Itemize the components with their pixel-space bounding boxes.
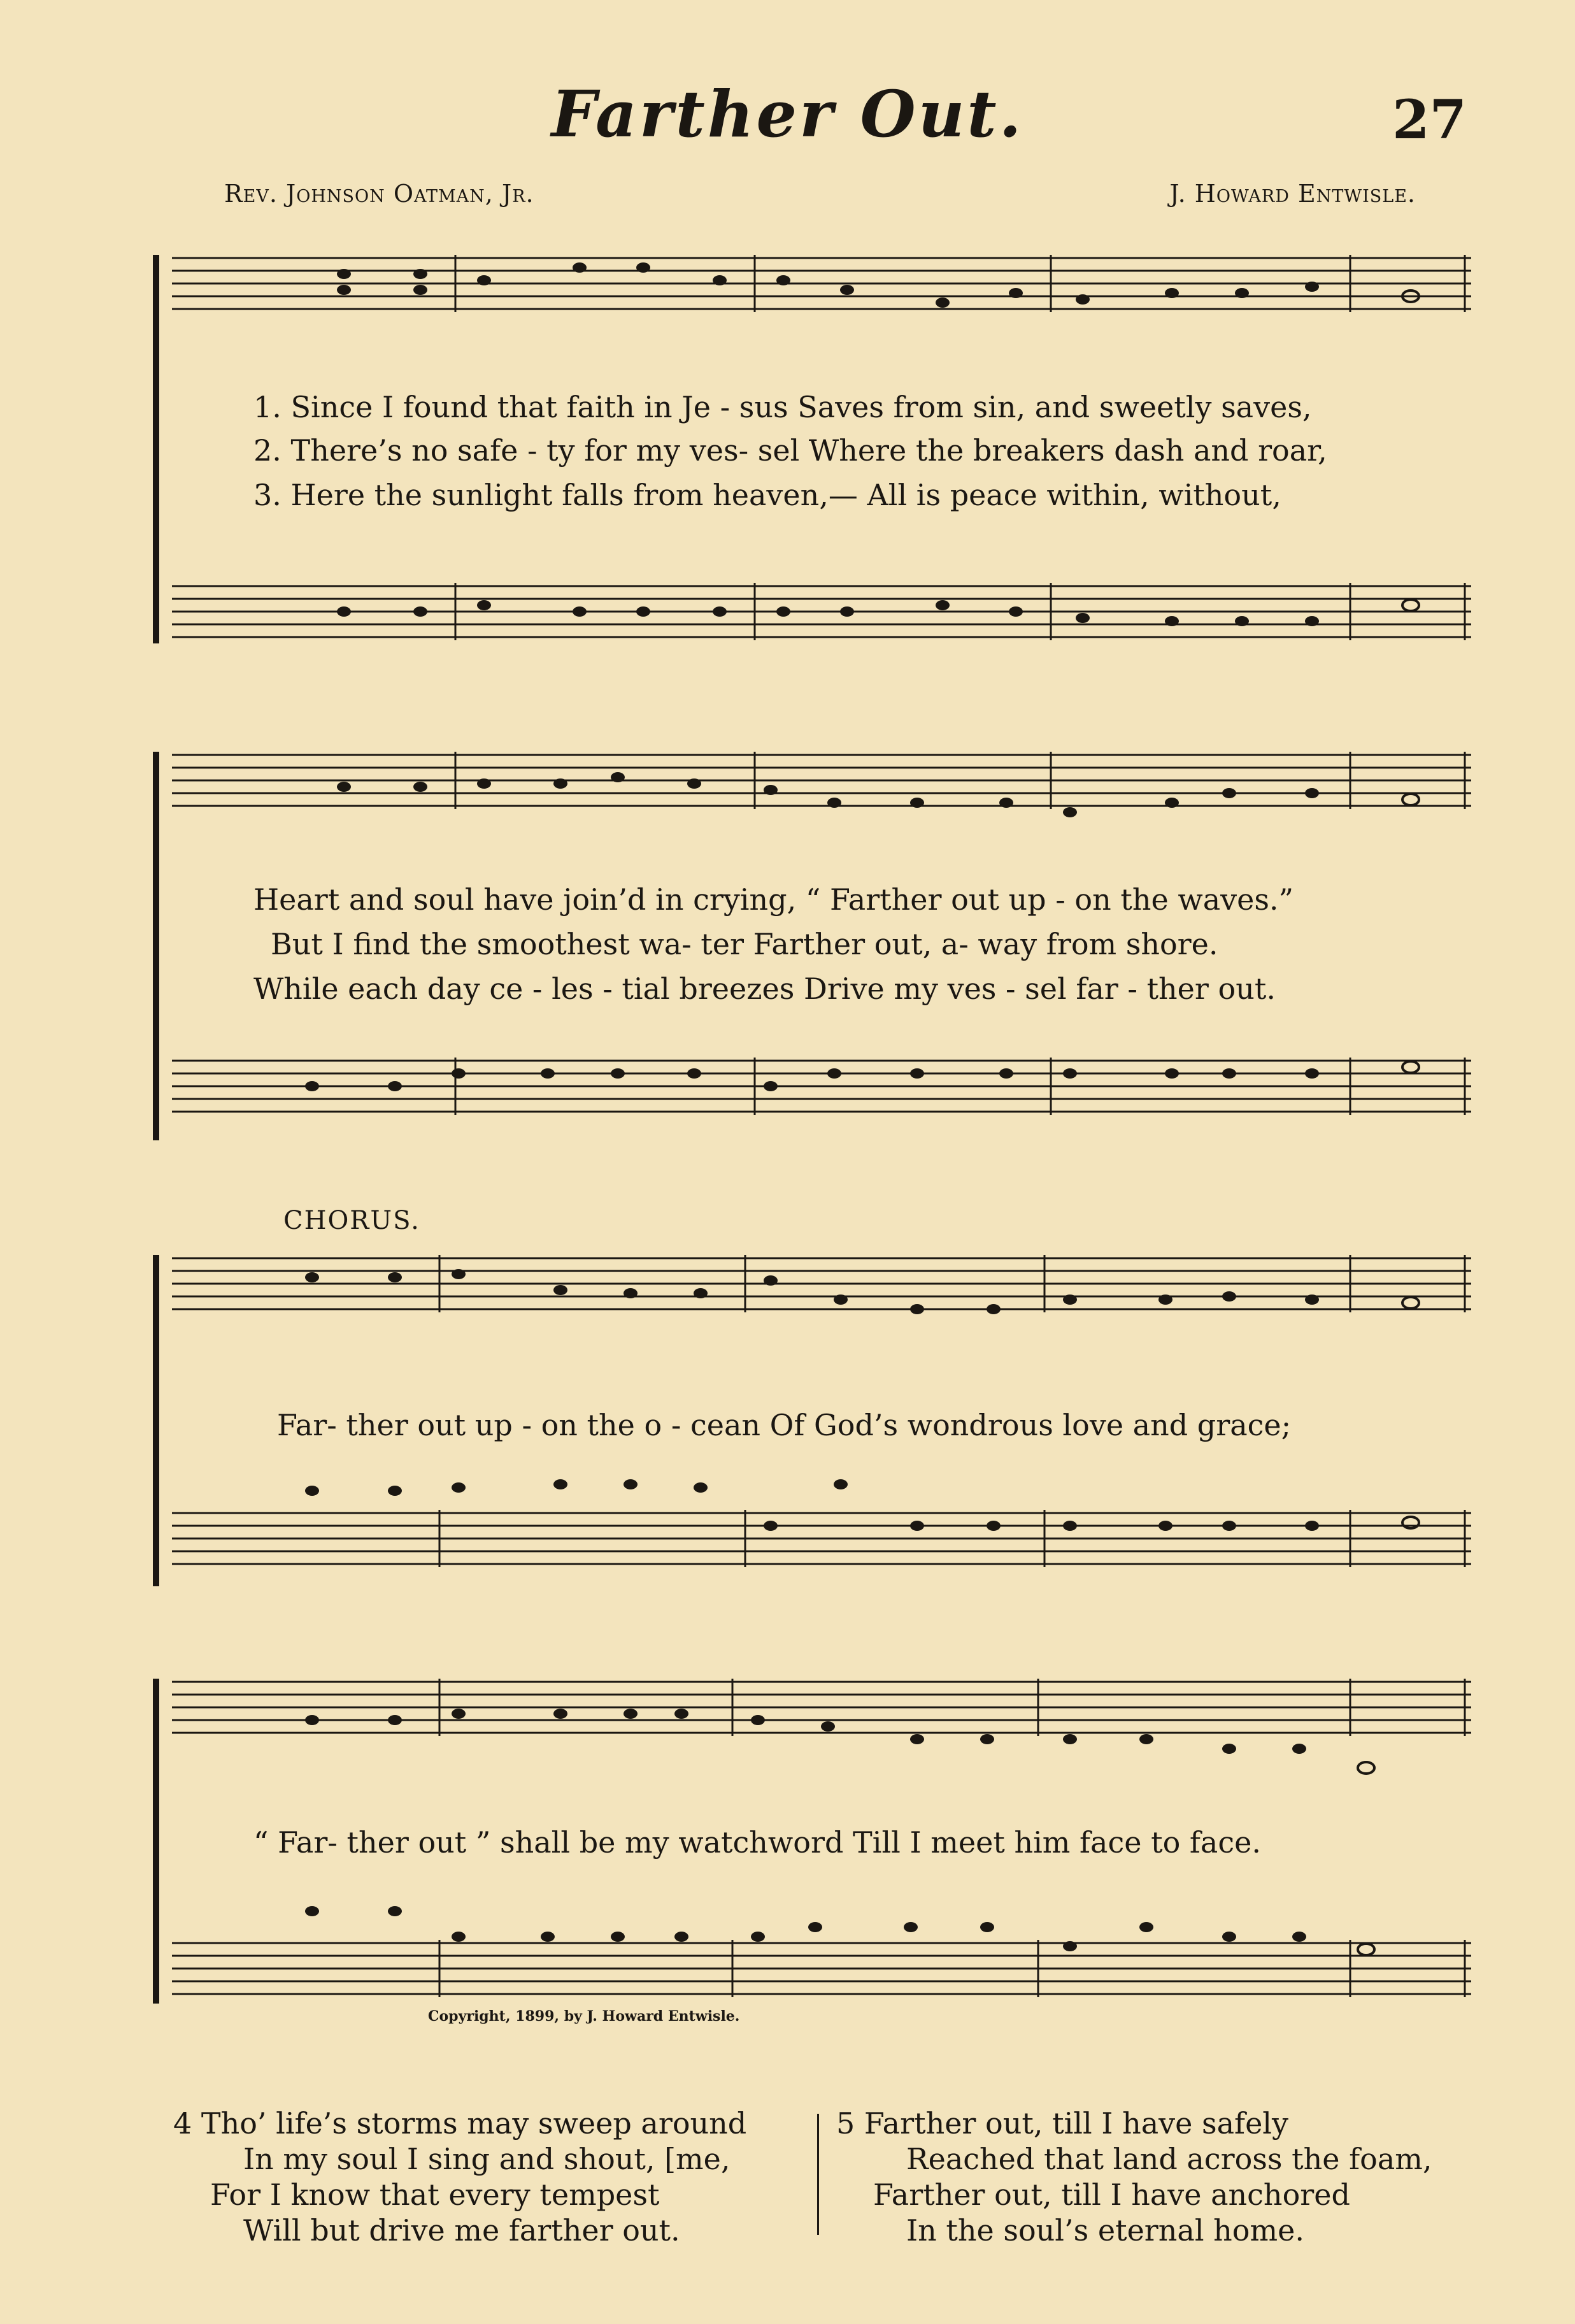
- page-number: 27: [1392, 88, 1467, 151]
- system-3-bass-staff: [172, 1510, 1471, 1567]
- system-1-brace: [153, 255, 159, 643]
- chorus-line-2-lyric: “ Far- ther out ” shall be my watchword Till I meet him face to face.: [253, 1825, 1261, 1860]
- chorus-line-1-lyric: Far- ther out up - on the o - cean Of God’s wondrous love and grace;: [277, 1408, 1292, 1442]
- system-2-verse-2-lyric: But I find the smoothest wa- ter Farther out, a- way from shore.: [271, 927, 1218, 961]
- system-1-bass-staff: [172, 583, 1471, 640]
- lyricist-credit: Rev. Johnson Oatman, Jr.: [224, 180, 534, 208]
- hymn-title: Farther Out.: [551, 76, 1024, 152]
- system-1-verse-3-lyric: 3. Here the sunlight falls from heaven,— All is peace within, without,: [253, 478, 1281, 512]
- system-2-treble-staff: [172, 752, 1471, 809]
- system-2-verse-1-lyric: Heart and soul have join’d in crying, “ Farther out up - on the waves.”: [253, 882, 1294, 917]
- system-2-brace: [153, 752, 159, 1140]
- stanza-4-line-3: For I know that every tempest: [210, 2177, 660, 2212]
- system-4-brace: [153, 1679, 159, 2004]
- stanza-5: [836, 2105, 1432, 2248]
- stanza-4-line-1: 4 Tho’ life’s storms may sweep around: [173, 2106, 747, 2141]
- stanza-5-line-2: Reached that land across the foam,: [906, 2142, 1432, 2176]
- system-1-verse-1-lyric: 1. Since I found that faith in Je - sus Saves from sin, and sweetly saves,: [253, 390, 1312, 424]
- system-4-bass-staff: [172, 1940, 1471, 1997]
- stanza-4: [173, 2105, 746, 2248]
- stanza-4-line-2: In my soul I sing and shout, [me,: [243, 2142, 730, 2176]
- chorus-label: CHORUS.: [283, 1206, 420, 1235]
- system-2-verse-3-lyric: While each day ce - les - tial breezes Drive my ves - sel far - ther out.: [253, 972, 1276, 1006]
- stanza-5-line-1: 5 Farther out, till I have safely: [836, 2106, 1288, 2141]
- system-3-treble-staff: [172, 1255, 1471, 1312]
- stanza-4-line-4: Will but drive me farther out.: [243, 2213, 680, 2248]
- stanza-5-line-3: Farther out, till I have anchored: [873, 2177, 1350, 2212]
- system-3-brace: [153, 1255, 159, 1586]
- system-2-bass-staff: [172, 1058, 1471, 1115]
- system-1-treble-staff: [172, 255, 1471, 312]
- stanza-5-line-4: In the soul’s eternal home.: [906, 2213, 1304, 2248]
- composer-credit: J. Howard Entwisle.: [1169, 180, 1416, 208]
- system-1-verse-2-lyric: 2. There’s no safe - ty for my ves- sel Where the breakers dash and roar,: [253, 433, 1327, 468]
- copyright-notice: Copyright, 1899, by J. Howard Entwisle.: [428, 2008, 740, 2025]
- stanza-divider: [817, 2114, 819, 2235]
